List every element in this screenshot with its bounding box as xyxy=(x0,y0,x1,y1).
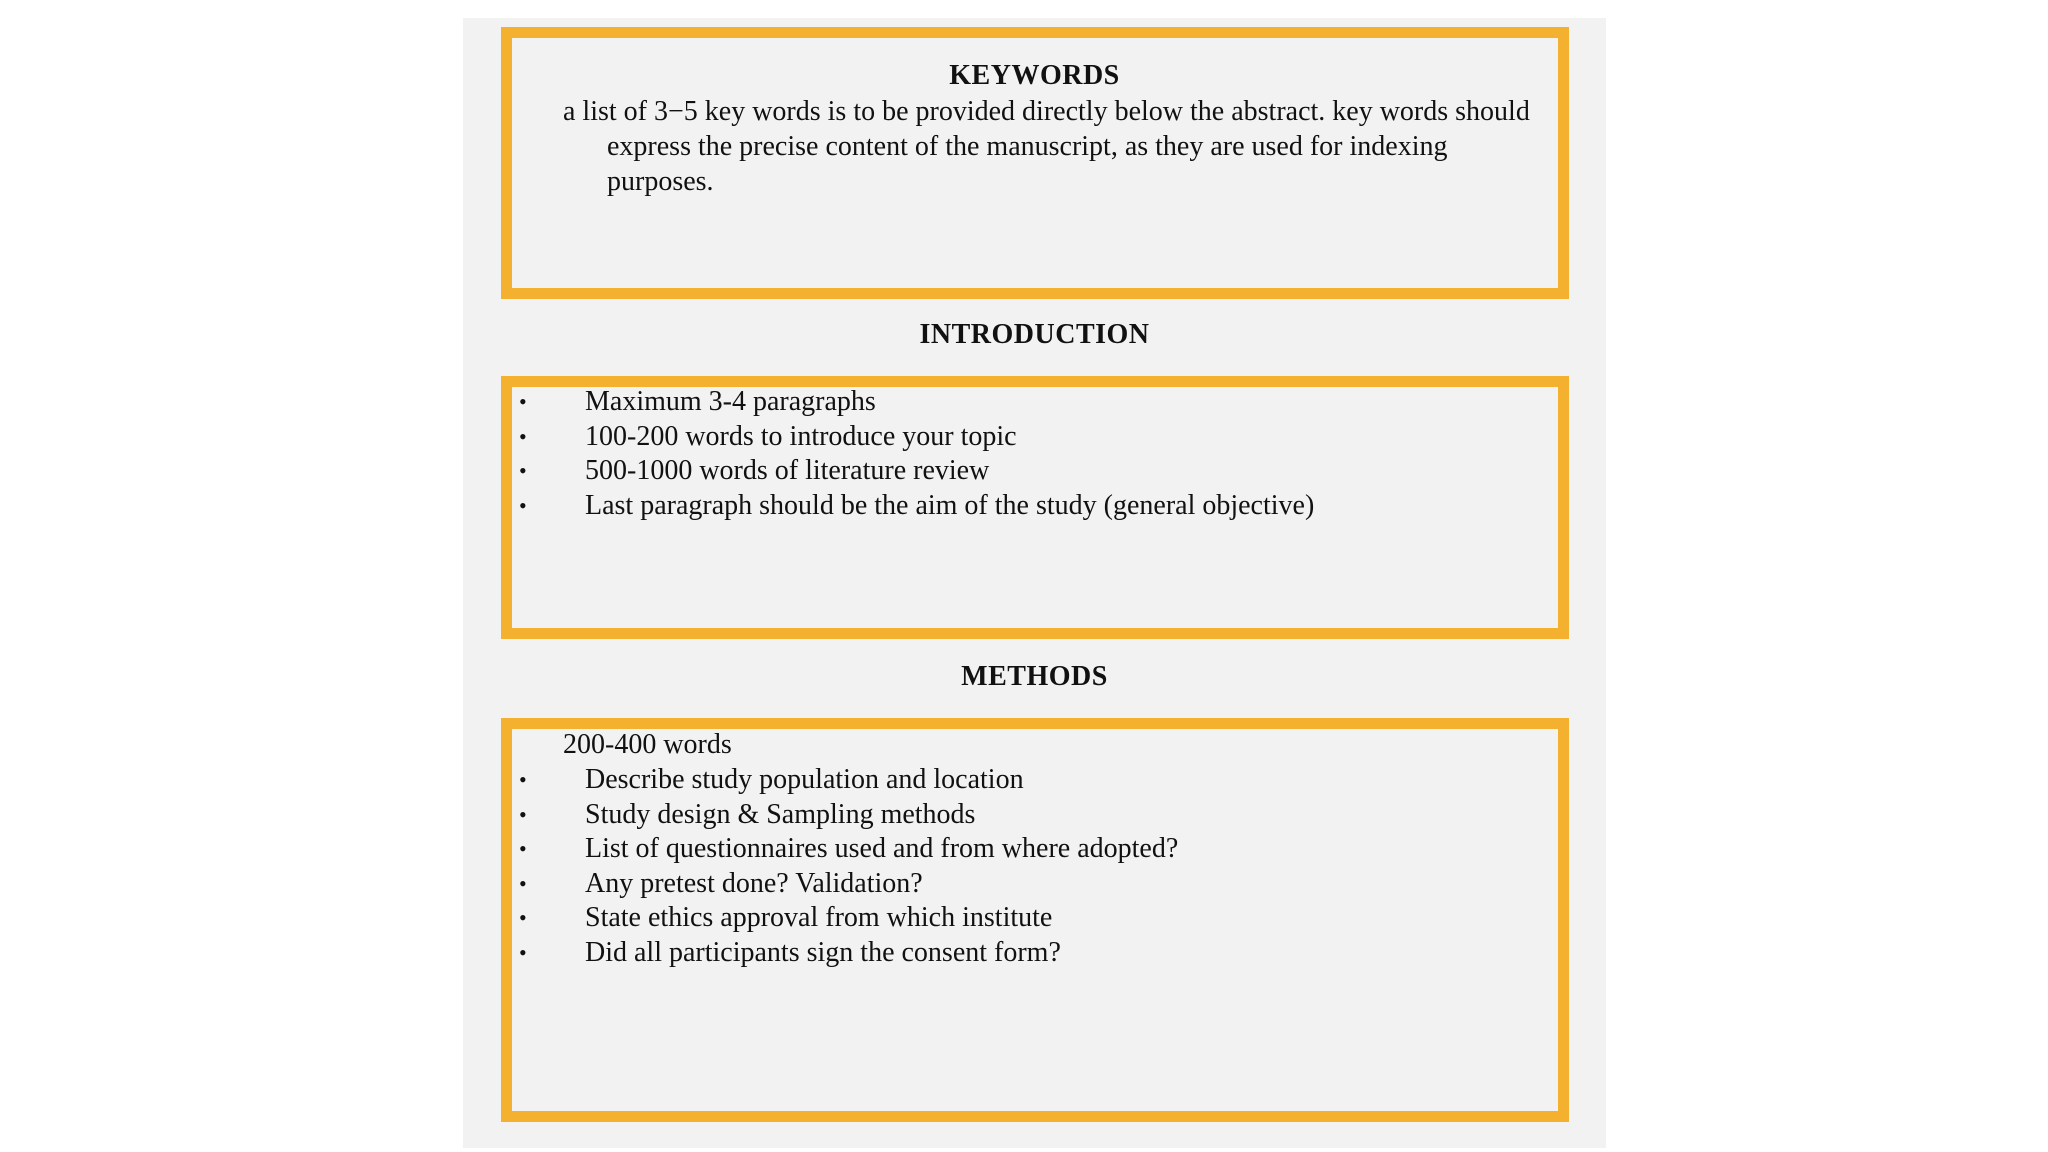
bullet-icon: • xyxy=(519,458,527,483)
list-item-text: Describe study population and location xyxy=(585,764,1024,795)
list-item-text: 500-1000 words of literature review xyxy=(585,455,990,486)
methods-word-count: 200-400 words xyxy=(563,729,732,760)
methods-heading: METHODS xyxy=(961,661,1108,692)
list-item-text: 100-200 words to introduce your topic xyxy=(585,420,1017,452)
keywords-text: a list of 3−5 key words is to be provided directly below the abstract. key words should express the precise content of the manuscript, as they are used for indexing purposes. xyxy=(563,96,1530,197)
bullet-icon: • xyxy=(519,389,527,414)
list-item-text: List of questionnaires used and from where adopted? xyxy=(585,833,1179,864)
list-item-text: Did all participants sign the consent form? xyxy=(585,936,1061,968)
list-item-text: Any pretest done? Validation? xyxy=(585,867,923,899)
bullet-icon: • xyxy=(519,767,527,792)
introduction-heading: INTRODUCTION xyxy=(919,319,1150,350)
keywords-heading: KEYWORDS xyxy=(949,60,1120,91)
bullet-icon: • xyxy=(519,836,527,861)
list-item-text: State ethics approval from which institute xyxy=(585,902,1053,933)
bullet-icon: • xyxy=(519,492,527,518)
document-page xyxy=(463,18,1606,1148)
bullet-icon: • xyxy=(519,870,527,896)
list-item-text: Study design & Sampling methods xyxy=(585,798,976,830)
list-item-text: Last paragraph should be the aim of the study (general objective) xyxy=(585,489,1315,521)
bullet-icon: • xyxy=(519,801,527,827)
list-item-text: Maximum 3-4 paragraphs xyxy=(585,386,876,417)
bullet-icon: • xyxy=(519,423,527,449)
bullet-icon: • xyxy=(519,905,527,930)
bullet-icon: • xyxy=(519,939,527,965)
